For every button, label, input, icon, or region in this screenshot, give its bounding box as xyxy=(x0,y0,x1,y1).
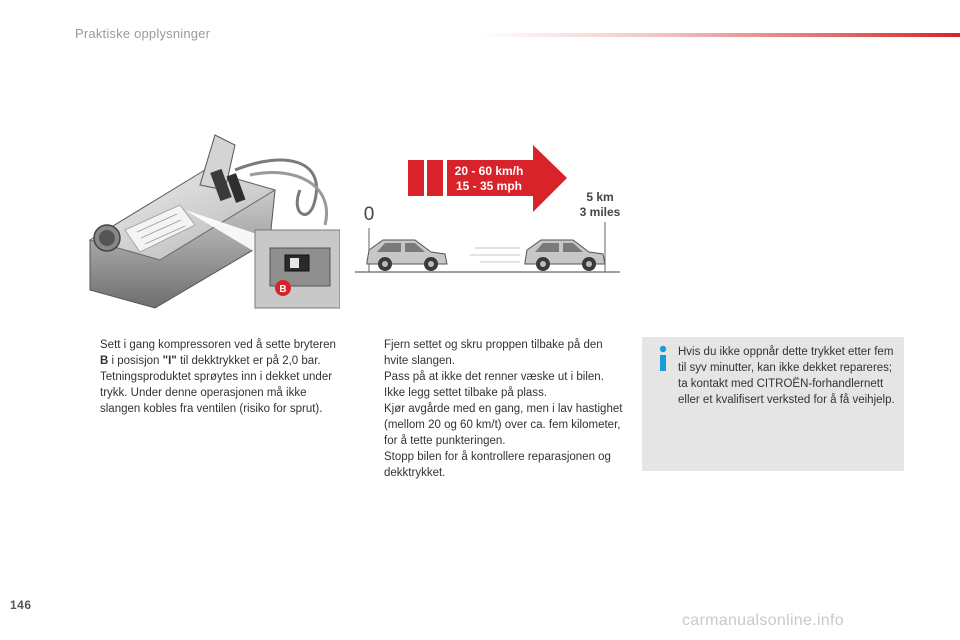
instruction-item xyxy=(362,337,624,401)
instruction-text: Stopp bilen for å kontrollere reparasjonen og dekktrykket. xyxy=(384,451,611,479)
instruction-item xyxy=(362,401,624,449)
speed-bar xyxy=(408,160,424,196)
instruction-item xyxy=(78,337,338,417)
car-start-icon xyxy=(367,240,447,271)
info-text: Hvis du ikke oppnår dette trykket etter fem til syv minutter, kan ikke dekket repareres; ta kontakt med CITROËN-forhandlernett eller et kvalifisert verksted for å få veihjelp. xyxy=(678,346,895,406)
car-moving-icon xyxy=(525,240,605,271)
motion-lines xyxy=(470,248,520,262)
instruction-column-1 xyxy=(78,337,338,417)
instruction-note: Tetningsproduktet sprøytes inn i dekket under trykk. Under denne operasjonen må ikke slangen kobles fra ventilen (risiko for sprut). xyxy=(100,371,333,415)
info-icon xyxy=(656,345,670,373)
info-box xyxy=(642,337,904,471)
speed-kmh-label: 20 - 60 km/h xyxy=(454,164,524,178)
instruction-note: Pass på at ikke det renner væske ut i bilen. Ikke legg settet tilbake på plass. xyxy=(384,371,604,399)
speed-mph-label: 15 - 35 mph xyxy=(455,179,523,193)
speed-distance-illustration xyxy=(355,140,625,280)
speed-bar xyxy=(427,160,443,196)
instruction-item xyxy=(362,449,624,481)
page-header-title: Praktiske opplysninger xyxy=(75,26,211,41)
header-accent-bar xyxy=(480,33,960,37)
compressor-kit-illustration xyxy=(85,130,340,310)
watermark-text: carmanualsonline.info xyxy=(682,612,844,629)
start-zero-label: 0 xyxy=(363,204,375,225)
instruction-text: Kjør avgårde med en gang, men i lav hastighet (mellom 20 og 60 km/t) over ca. fem kilometer, for å tette punkteringen. xyxy=(384,403,623,447)
instruction-text: Sett i gang kompressoren ved å sette bryteren B i posisjon "I" til dekktrykket er på 2,0 bar. xyxy=(100,339,336,367)
distance-miles-label: 3 miles xyxy=(579,205,621,219)
instruction-column-2 xyxy=(362,337,624,481)
label-b-text: B xyxy=(279,284,287,295)
page-number: 146 xyxy=(10,598,32,612)
distance-km-label: 5 km xyxy=(586,190,614,204)
instruction-text: Fjern settet og skru proppen tilbake på den hvite slangen. xyxy=(384,339,603,367)
